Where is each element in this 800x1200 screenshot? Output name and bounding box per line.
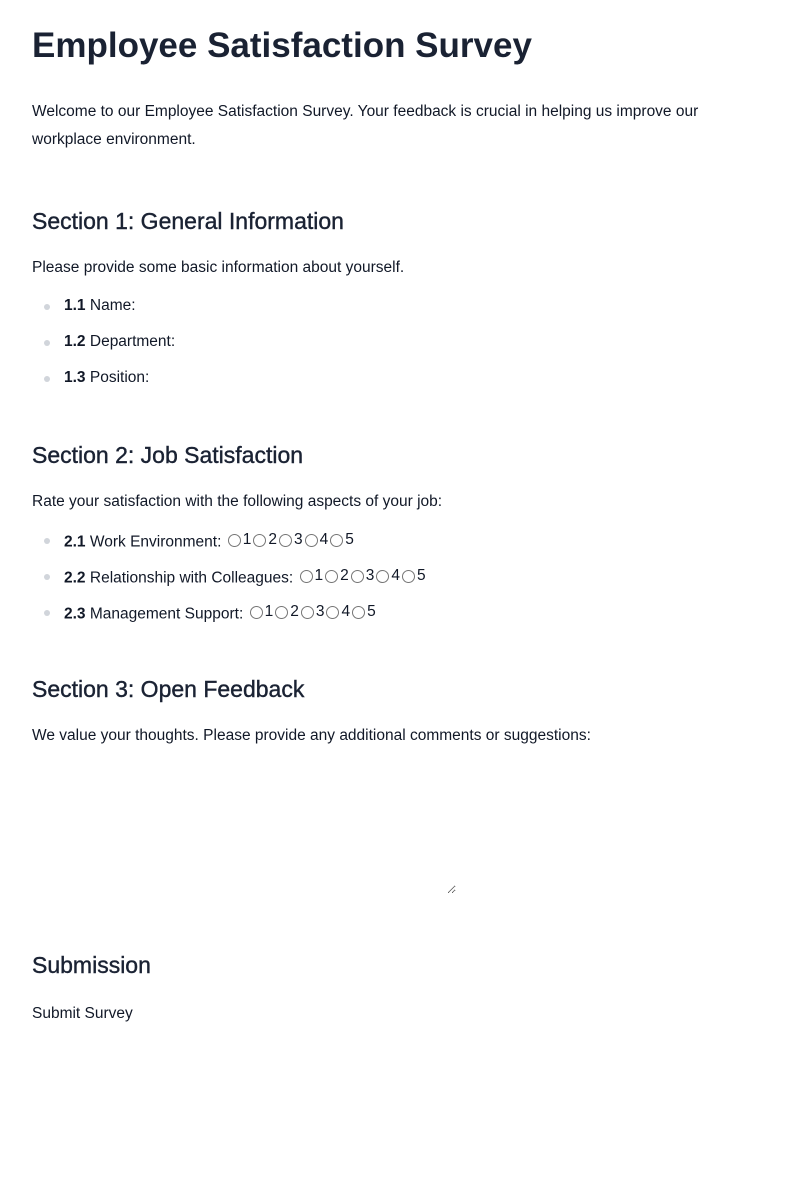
rating-radio[interactable] <box>376 570 389 583</box>
rating-radio[interactable] <box>305 534 318 547</box>
section-3-title: Section 3: Open Feedback <box>32 676 305 702</box>
rating-value: 1 <box>242 531 252 548</box>
rating-value: 5 <box>367 603 376 620</box>
list-item-department <box>32 332 768 352</box>
submission-title: Submission <box>32 952 151 978</box>
section-3-description: We value your thoughts. Please provide any additional comments or suggestions: <box>32 727 591 744</box>
rating-value: 2 <box>268 531 277 548</box>
rating-option[interactable] <box>277 530 303 550</box>
list-item-position <box>32 368 768 388</box>
rating-radio[interactable] <box>351 570 364 583</box>
rating-radio[interactable] <box>253 534 266 547</box>
intro-text: Welcome to our Employee Satisfaction Survey. Your feedback is crucial in helping us improve our workplace environment. <box>32 103 699 148</box>
bullet-icon <box>44 538 50 544</box>
item-label: Relationship with Colleagues: <box>89 569 294 587</box>
feedback-textarea[interactable] <box>32 764 456 894</box>
item-label: Work Environment: <box>89 533 222 551</box>
item-label: Name: <box>89 297 136 314</box>
rating-option[interactable] <box>374 566 400 586</box>
bullet-icon <box>44 376 50 382</box>
rating-option[interactable] <box>303 530 329 550</box>
item-number: 1.1 <box>64 297 86 314</box>
rating-value: 3 <box>365 567 375 584</box>
item-number: 1.3 <box>64 369 86 386</box>
rating-option[interactable] <box>299 602 325 622</box>
section-2-description: Rate your satisfaction with the following aspects of your job: <box>32 493 443 510</box>
rating-value: 1 <box>314 567 324 584</box>
item-number: 2.2 <box>64 569 86 587</box>
rating-value: 1 <box>264 603 274 620</box>
item-label: Position: <box>89 369 150 386</box>
rating-radio-group <box>298 567 426 587</box>
rating-option[interactable] <box>349 566 375 586</box>
submit-survey-button[interactable]: Submit Survey <box>32 1005 133 1022</box>
rating-option[interactable] <box>323 566 349 586</box>
rating-radio-group <box>248 603 376 623</box>
section-1-title: Section 1: General Information <box>32 208 344 234</box>
item-number: 2.3 <box>64 605 86 623</box>
rating-value: 5 <box>345 531 354 548</box>
item-number: 1.2 <box>64 333 86 350</box>
rating-option[interactable] <box>400 566 426 586</box>
bullet-icon <box>44 610 50 616</box>
rating-option[interactable] <box>324 602 350 622</box>
rating-option[interactable] <box>298 566 324 586</box>
rating-option[interactable] <box>350 602 376 622</box>
rating-option[interactable] <box>251 530 277 550</box>
section-1-description: Please provide some basic information about yourself. <box>32 259 405 276</box>
rating-radio[interactable] <box>279 534 292 547</box>
rating-value: 2 <box>290 603 299 620</box>
job-satisfaction-list <box>32 530 768 622</box>
rating-radio[interactable] <box>250 606 263 619</box>
item-number: 2.1 <box>64 533 86 551</box>
rating-value: 5 <box>417 567 426 584</box>
rating-value: 3 <box>293 531 303 548</box>
rating-value: 4 <box>319 531 329 548</box>
list-item-name <box>32 296 768 316</box>
rating-value: 4 <box>341 603 351 620</box>
rating-option[interactable] <box>248 602 274 622</box>
rating-radio[interactable] <box>352 606 365 619</box>
rating-value: 2 <box>340 567 349 584</box>
bullet-icon <box>44 340 50 346</box>
rating-option[interactable] <box>226 530 252 550</box>
bullet-icon <box>44 574 50 580</box>
item-label: Management Support: <box>89 605 244 623</box>
rating-radio[interactable] <box>228 534 241 547</box>
rating-option[interactable] <box>273 602 299 622</box>
rating-radio[interactable] <box>275 606 288 619</box>
rating-radio[interactable] <box>326 606 339 619</box>
rating-option[interactable] <box>328 530 354 550</box>
rating-value: 3 <box>315 603 325 620</box>
section-2-title: Section 2: Job Satisfaction <box>32 442 304 468</box>
general-info-list <box>32 296 768 388</box>
bullet-icon <box>44 304 50 310</box>
rating-row-management-support <box>32 602 768 622</box>
rating-radio[interactable] <box>300 570 313 583</box>
page-title: Employee Satisfaction Survey <box>32 26 532 65</box>
rating-row-colleagues <box>32 566 768 586</box>
rating-row-work-environment <box>32 530 768 550</box>
rating-radio-group <box>226 531 354 551</box>
item-label: Department: <box>89 333 176 350</box>
rating-value: 4 <box>391 567 401 584</box>
rating-radio[interactable] <box>325 570 338 583</box>
rating-radio[interactable] <box>301 606 314 619</box>
rating-radio[interactable] <box>330 534 343 547</box>
rating-radio[interactable] <box>402 570 415 583</box>
